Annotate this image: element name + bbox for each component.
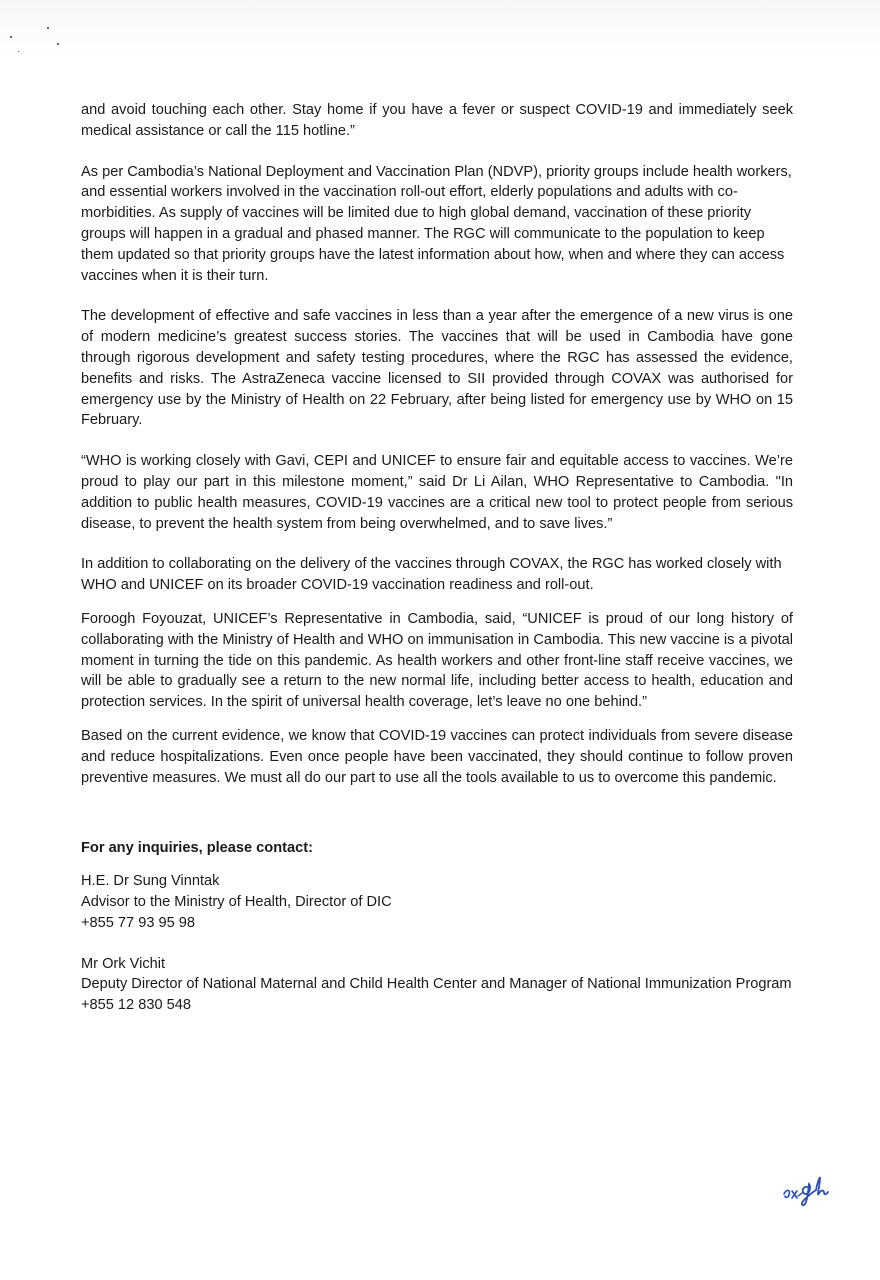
paragraph: “WHO is working closely with Gavi, CEPI and UNICEF to ensure fair and equitable access to vaccines. We’re proud to play our part in this milestone moment,” said Dr Li Ailan, WHO Representative to Cambodia. "In addition to public health measures, COVID-19 vaccines are a critical new tool to protect people from serious disease, to prevent the health system from being overwhelmed, and to save lives.” <box>81 453 793 532</box>
paragraph: As per Cambodia’s National Deployment and Vaccination Plan (NDVP), priority groups include health workers, and essential workers involved in the vaccination roll-out effort, elderly populations and adults with co-morbidities. As supply of vaccines will be limited due to high global demand, vaccination of these priority groups will happen in a gradual and phased manner. The RGC will communicate to the population to keep them updated so that priority groups have the latest information about how, when and where they can access vaccines when it is their turn. <box>81 163 792 284</box>
handwritten-initials <box>780 1172 832 1208</box>
scan-speck <box>10 36 12 38</box>
paragraph: In addition to collaborating on the delivery of the vaccines through COVAX, the RGC has worked closely with WHO and UNICEF on its broader COVID-19 vaccination readiness and roll-out. <box>81 556 782 594</box>
paragraph: The development of effective and safe vaccines in less than a year after the emergence of a new virus is one of modern medicine’s greatest success stories. The vaccines that will be used in Cambodia have gone through rigorous development and safety testing procedures, where the RGC has assessed the evidence, benefits and risks. The AstraZeneca vaccine licensed to SII provided through COVAX was authorised for emergency use by the Ministry of Health on 22 February, after being listed for emergency use by WHO on 15 February. <box>81 308 793 429</box>
scan-speck <box>18 51 19 52</box>
contact-card <box>81 954 793 1016</box>
scan-speck <box>57 43 59 45</box>
contact-phone: +855 12 830 548 <box>81 997 191 1014</box>
contact-heading: For any inquiries, please contact: <box>81 840 313 857</box>
paragraph: Based on the current evidence, we know that COVID-19 vaccines can protect individuals from severe disease and reduce hospitalizations. Even once people have been vaccinated, they should continue to follow proven preventive measures. We must all do our part to use all the tools available to us to overcome this pandemic. <box>81 727 793 786</box>
contact-name: H.E. Dr Sung Vinntak <box>81 873 220 890</box>
paragraph: Foroogh Foyouzat, UNICEF’s Representative in Cambodia, said, “UNICEF is proud of our long history of collaborating with the Ministry of Health and WHO on immunisation in Cambodia. This new vaccine is a pivotal moment in turning the tide on this pandemic. As health workers and other front-line staff receive vaccines, we will be able to gradually see a return to the new normal life, including better access to health, education and protection services. In the spirit of universal health coverage, let’s leave no one behind.” <box>81 610 793 711</box>
contact-name: Mr Ork Vichit <box>81 955 166 972</box>
contact-title: Advisor to the Ministry of Health, Director of DIC <box>81 893 392 910</box>
scan-speck <box>47 27 49 29</box>
paragraph: and avoid touching each other. Stay home if you have a fever or suspect COVID-19 and immediately seek medical assistance or call the 115 hotline.” <box>81 102 793 139</box>
contact-phone: +855 77 93 95 98 <box>81 914 196 931</box>
contact-card <box>81 871 793 933</box>
contact-title: Deputy Director of National Maternal and Child Health Center and Manager of National Immunization Program <box>81 976 792 993</box>
document-body <box>81 100 793 1016</box>
